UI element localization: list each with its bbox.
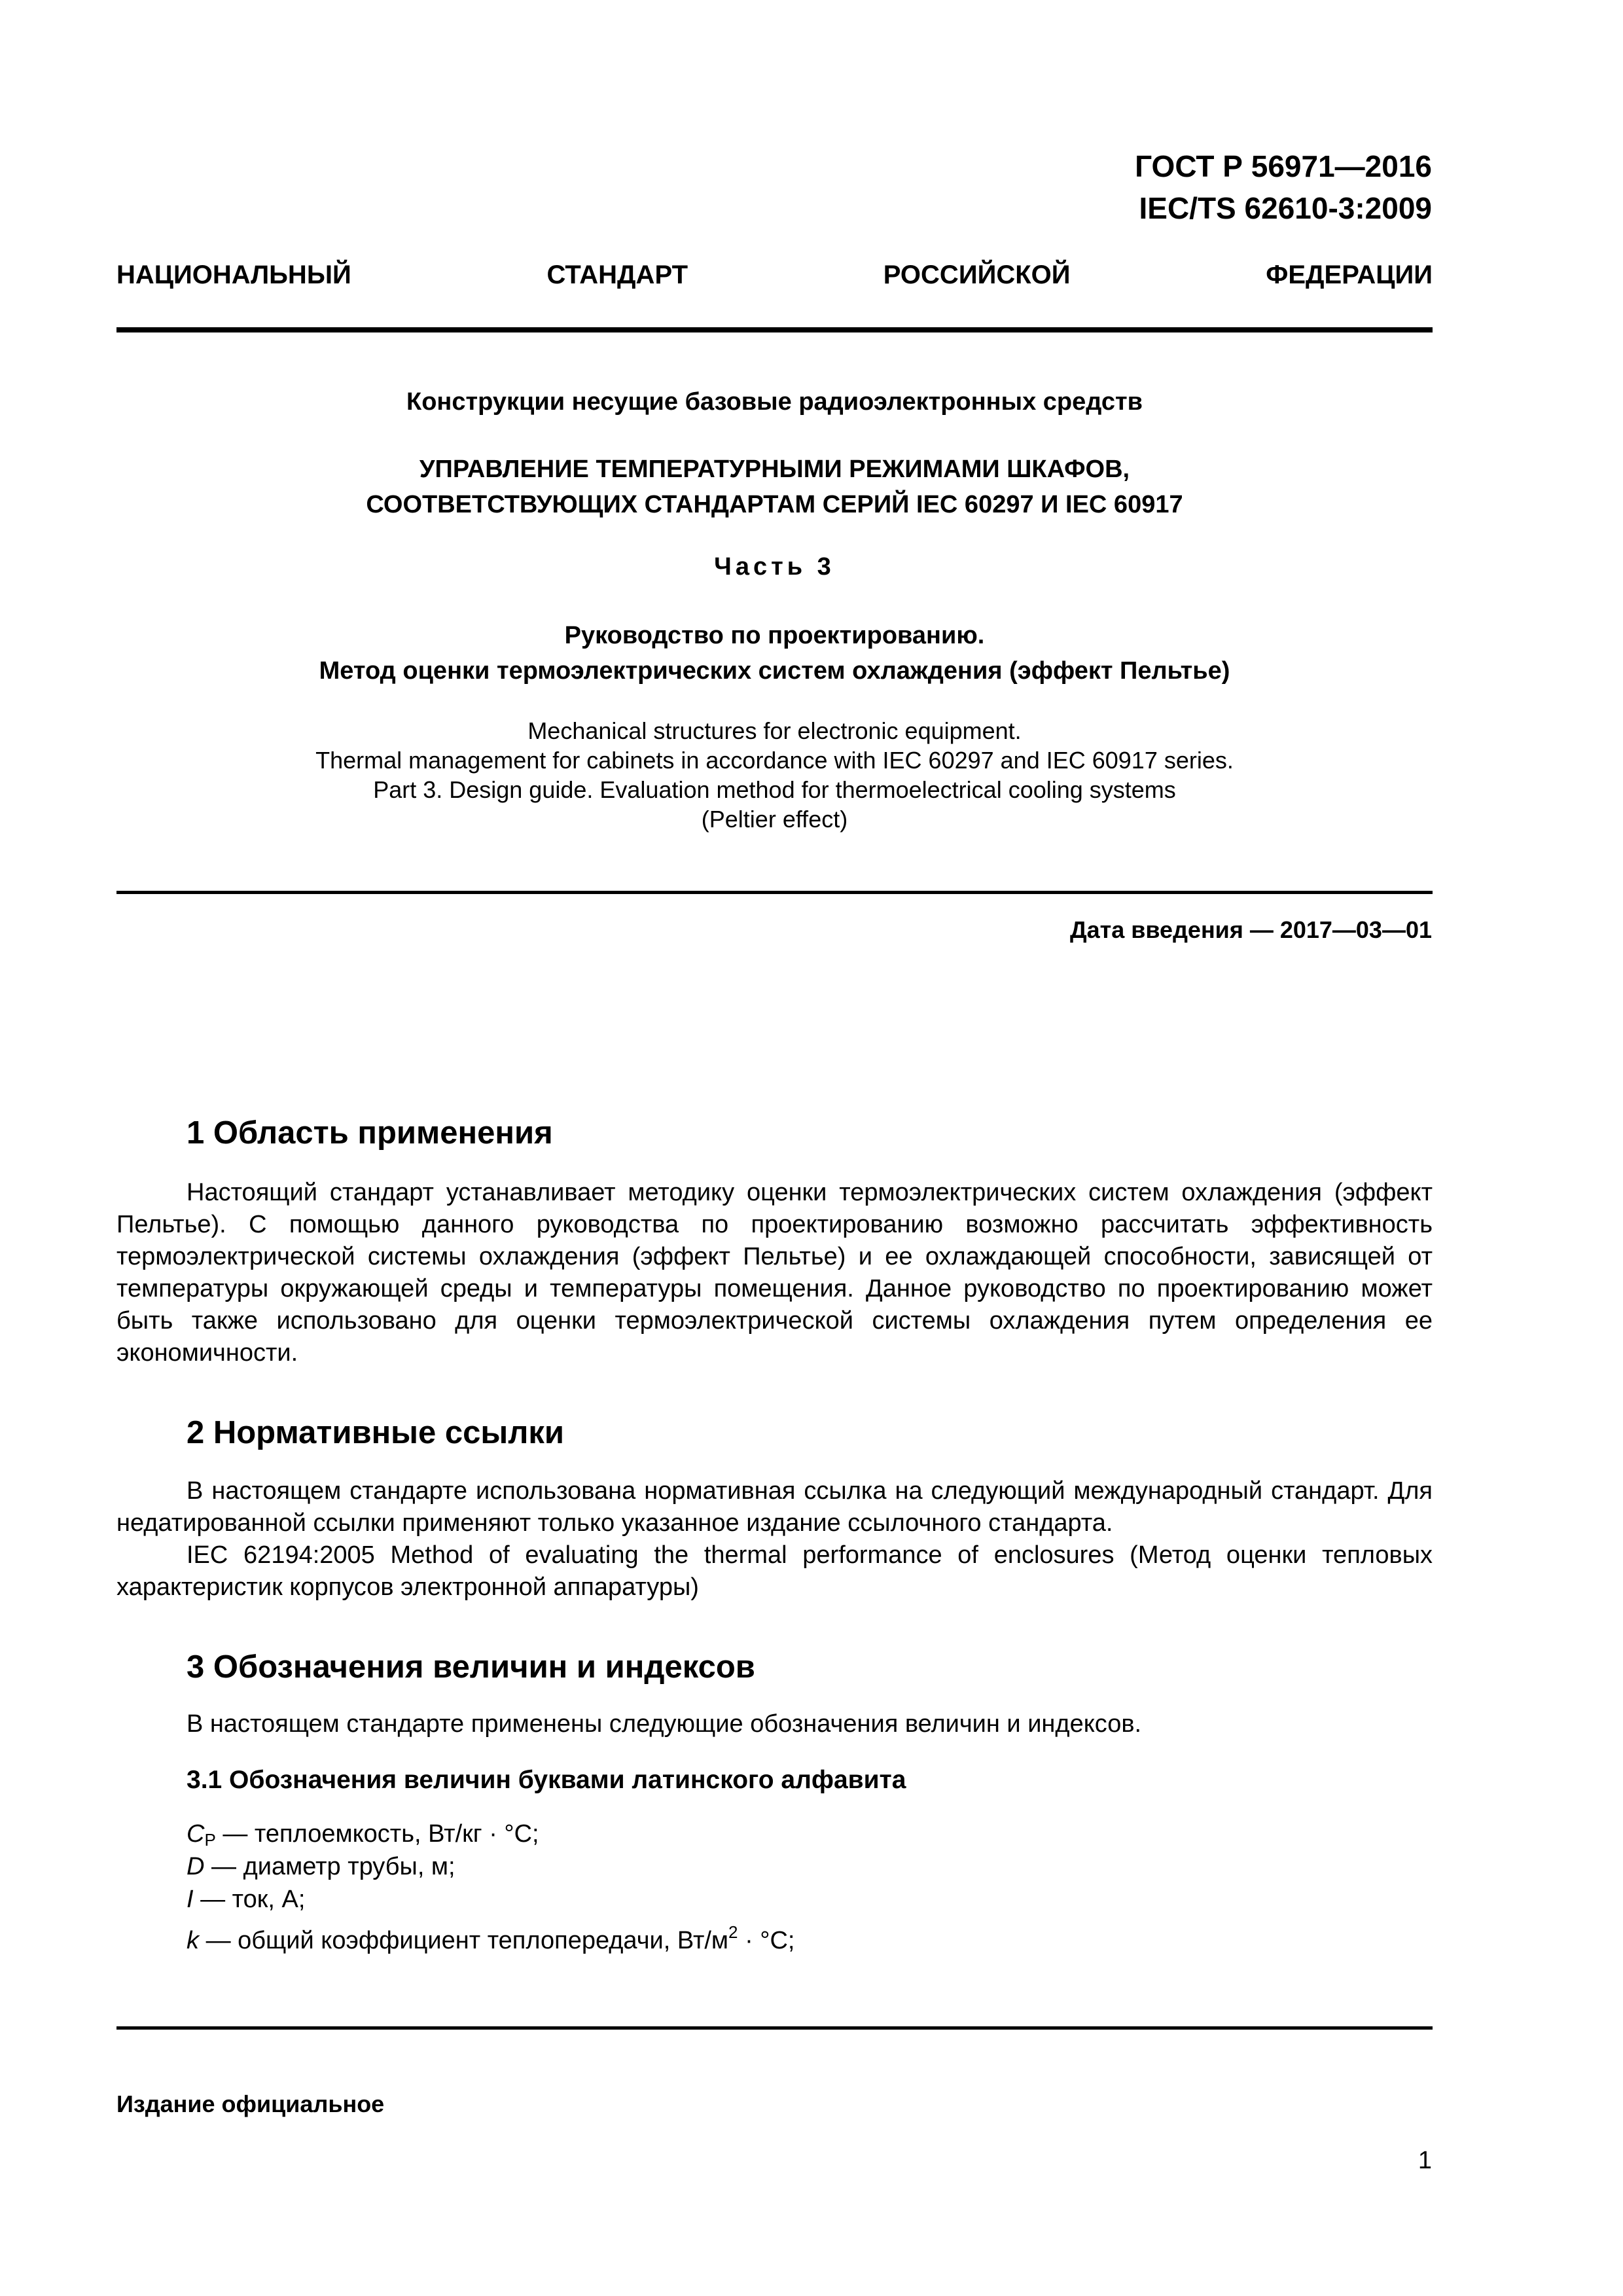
symbol-letter: k: [187, 1927, 199, 1954]
subtitle-line-2: Метод оценки термоэлектрических систем охлаждения (эффект Пельтье): [319, 657, 1230, 685]
title-divider: [116, 891, 1433, 894]
symbol-description-end: · °С;: [738, 1927, 795, 1954]
section-3-text: В настоящем стандарте применены следующие обозначения величин и индексов.: [187, 1710, 1142, 1738]
main-title: [116, 452, 1433, 522]
english-title-line-4: (Peltier effect): [701, 806, 848, 833]
part-label: Часть 3: [714, 553, 835, 581]
section-3-1-heading: 3.1 Обозначения величин буквами латинского алфавита: [187, 1766, 906, 1794]
national-standard-banner: НАЦИОНАЛЬНЫЙ СТАНДАРТ РОССИЙСКОЙ ФЕДЕРАЦИИ: [116, 260, 1433, 289]
footer-divider: [116, 2026, 1433, 2030]
english-title-line-1: Mechanical structures for electronic equipment.: [527, 717, 1022, 744]
english-title-line-2: Thermal management for cabinets in accordance with IEC 60297 and IEC 60917 series.: [315, 747, 1234, 774]
section-2-text-1: В настоящем стандарте использована нормативная ссылка на следующий международный стандарт. Для недатированной ссылки применяют только указанное издание ссылочного стандарта.: [116, 1477, 1433, 1537]
iec-code: IEC/TS 62610-3:2009: [1139, 191, 1432, 225]
section-2-paragraph-2: [116, 1539, 1433, 1604]
section-1-paragraph: [116, 1177, 1433, 1369]
subtitle-line-1: Руководство по проектированию.: [564, 622, 985, 649]
subtitle: [116, 618, 1433, 689]
symbol-description: — общий коэффициент теплопередачи, Вт/м: [205, 1927, 729, 1954]
document-code-block: [843, 145, 1432, 229]
english-title: [116, 716, 1433, 834]
section-2-heading: 2 Нормативные ссылки: [187, 1415, 564, 1450]
main-title-line-1: УПРАВЛЕНИЕ ТЕМПЕРАТУРНЫМИ РЕЖИМАМИ ШКАФОВ,: [419, 456, 1130, 483]
symbol-description: — теплоемкость, Вт/кг · °С;: [223, 1820, 539, 1848]
main-title-line-2: СООТВЕТСТВУЮЩИХ СТАНДАРТАМ СЕРИЙ IEC 60297 И IEC 60917: [366, 491, 1183, 518]
section-2-paragraph-1: [116, 1475, 1433, 1539]
page-number: 1: [1418, 2147, 1432, 2174]
symbol-letter: C: [187, 1820, 205, 1848]
english-title-line-3: Part 3. Design guide. Evaluation method for thermoelectrical cooling systems: [373, 776, 1176, 803]
introduction-date: Дата введения — 2017—03—01: [1069, 916, 1432, 943]
section-1-text: Настоящий стандарт устанавливает методику оценки термоэлектрических систем охлаждения (эффект Пельтье). С помощью данного руководства по проектированию возможно рассчитать эффективность термоэлектрической системы охлаждения (эффект Пельтье) и ее охлаждающей способности, зависящей от температуры окружающей среды и температуры помещения. Данное руководство по проектированию может быть также использовано для оценки термоэлектрической системы охлаждения путем определения ее экономичности.: [116, 1179, 1433, 1367]
symbol-item: [187, 1851, 455, 1883]
symbol-item: [187, 1916, 794, 1957]
symbol-description: — диаметр трубы, м;: [211, 1853, 455, 1880]
section-1-heading: 1 Область применения: [187, 1115, 553, 1151]
symbol-description: — ток, А;: [200, 1886, 306, 1913]
symbol-item: [187, 1884, 305, 1916]
symbol-superscript: 2: [728, 1922, 738, 1942]
symbol-letter: D: [187, 1853, 205, 1880]
gost-code: ГОСТ Р 56971—2016: [1135, 149, 1432, 183]
section-3-heading: 3 Обозначения величин и индексов: [187, 1649, 755, 1685]
symbol-letter: I: [187, 1886, 194, 1913]
symbol-subscript: P: [204, 1830, 216, 1850]
edition-label: Издание официальное: [116, 2090, 385, 2117]
header-divider: [116, 327, 1433, 332]
section-2-text-2: IEC 62194:2005 Method of evaluating the thermal performance of enclosures (Метод оценки тепловых характеристик корпусов электронной аппаратуры): [116, 1541, 1433, 1601]
constructions-line: Конструкции несущие базовые радиоэлектронных средств: [406, 388, 1143, 416]
